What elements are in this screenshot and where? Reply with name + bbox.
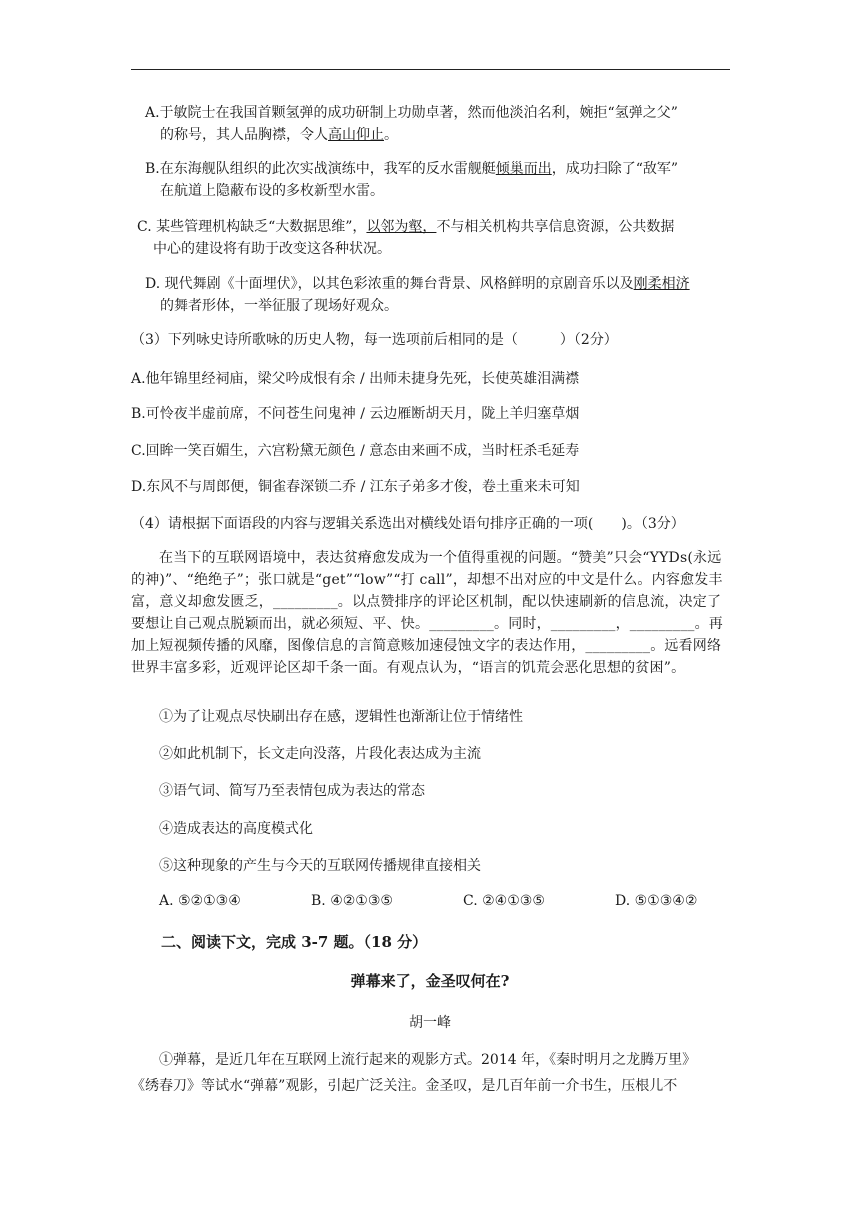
q3-option-b: B.可怜夜半虚前席，不问苍生问鬼神 / 云边雁断胡天月，陇上羊归塞草烟 [131,406,580,422]
q3-option-c: C.回眸一笑百媚生，六宫粉黛无颜色 / 意态由来画不成，当时枉杀毛延寿 [131,443,580,459]
q4-choice-c: C. ②④①③⑤ [463,893,545,909]
header-rule [131,69,730,70]
q4-item-2: ②如此机制下，长文走向没落，片段化表达成为主流 [159,746,481,762]
idiom-underlined: 倾巢而出 [495,161,552,177]
option-b-line1: B.在东海舰队组织的此次实战演练中，我军的反水雷舰艇倾巢而出，成功扫除了“敌军” [145,161,679,177]
q4-item-4: ④造成表达的高度模式化 [159,821,313,837]
q4-choice-b: B. ④②①③⑤ [311,893,393,909]
idiom-underlined: 高山仰止 [328,127,384,143]
q3-option-a: A.他年锦里经祠庙，梁父吟成恨有余 / 出师未捷身先死，长使英雄泪满襟 [131,371,580,387]
option-c-line2: 中心的建设将有助于改变这各种状况。 [153,241,391,257]
q4-item-5: ⑤这种现象的产生与今天的互联网传播规律直接相关 [159,858,481,874]
article-author: 胡一峰 [409,1015,451,1031]
q4-item-3: ③语气词、简写乃至表情包成为表达的常态 [159,783,425,799]
q3-option-d: D.东风不与周郎便，铜雀春深锁二乔 / 江东子弟多才俊，卷土重来未可知 [131,479,580,495]
q4-choice-a: A. ⑤②①③④ [159,893,241,909]
option-d-line1: D. 现代舞剧《十面埋伏》，以其色彩浓重的舞台背景、风格鲜明的京剧音乐以及刚柔相济 [145,276,690,292]
option-c-line1: C. 某些管理机构缺乏“大数据思维”，以邻为壑，不与相关机构共享信息资源，公共数据 [137,219,675,235]
idiom-underlined: 刚柔相济 [633,276,690,292]
q4-choice-d: D. ⑤①③④② [615,893,698,909]
option-a-line1: A.于敏院士在我国首颗氢弹的成功研制上功勋卓著，然而他淡泊名利，婉拒“氢弹之父” [145,105,678,121]
option-d-line2: 的舞者形体，一举征服了现场好观众。 [160,298,398,314]
q4-item-1: ①为了让观点尽快刷出存在感，逻辑性也渐渐让位于情绪性 [159,709,523,725]
q4-passage: 在当下的互联网语境中，表达贫瘠愈发成为一个值得重视的问题。“赞美”只会“YYDs(永远的神)”、“绝绝子”；张口就是“get”“low”“打 call”，却想不出对应的中文是什么。内容愈发丰富，意义却愈发匮乏，_________。以点赞排序的评论区机制，配以快速刷新的信息流，决定了要想让自己观点脱颖而出，就必须短、平、快。_________。同时，_________，_________。再加上短视频传播的风靡，图像信息的言简意赅加速侵蚀文字的表达作用，_________。远看网络世界丰富多彩，近观评论区却千条一面。有观点认为，“语言的饥荒会恶化思想的贫困”。 [131,550,723,676]
article-para1-line1: ①弹幕，是近几年在互联网上流行起来的观影方式。2014 年，《秦时明月之龙腾万里》 [159,1052,697,1068]
article-para1-line2: 《绣春刀》等试水“弹幕”观影，引起广泛关注。金圣叹，是几百年前一介书生，压根儿不 [131,1078,678,1094]
option-a-line2: 的称号，其人品胸襟，令人高山仰止。 [160,127,398,143]
article-title: 弹幕来了，金圣叹何在? [350,972,510,990]
section-heading: 二、阅读下文，完成 3-7 题。（18 分） [161,933,428,951]
idiom-underlined: 以邻为壑， [366,219,437,235]
q4-stem: （4）请根据下面语段的内容与逻辑关系选出对横线处语句排序正确的一项( )。（3分） [131,516,685,532]
option-b-line2: 在航道上隐蔽布设的多枚新型水雷。 [160,183,384,199]
q3-stem: （3）下列咏史诗所歌咏的历史人物，每一选项前后相同的是（ ）（2分） [131,332,618,348]
